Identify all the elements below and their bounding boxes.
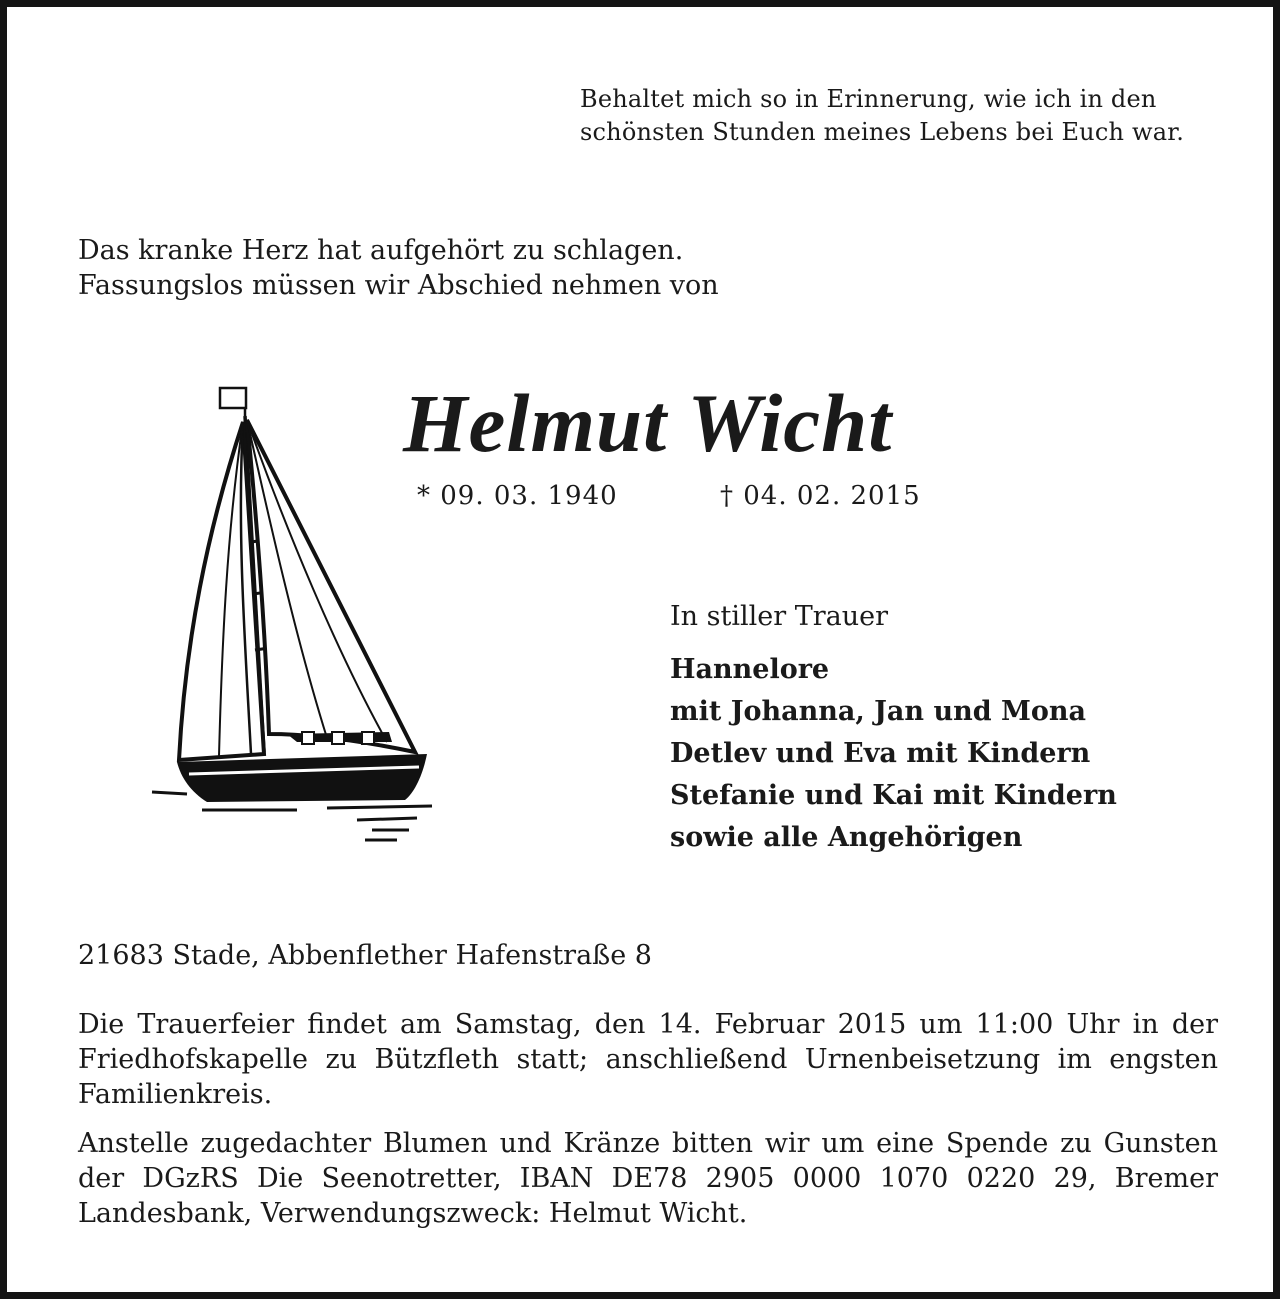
mourner-name: Stefanie und Kai mit Kindern (670, 780, 1117, 811)
hull (177, 754, 427, 802)
intro-line-2: Fassungslos müssen wir Abschied nehmen von (78, 270, 719, 301)
donation-info: Anstelle zugedachter Blumen und Kränze bitten wir um eine Spende zu Gunsten der DGzRS Die Seenotretter, IBAN DE78 2905 0000 1070 0220 29, Bremer Landesbank, Verwendungszweck: Helmut Wicht. (78, 1128, 1218, 1229)
jib-sail (247, 420, 415, 752)
ceremony-info: Die Trauerfeier findet am Samstag, den 14. Februar 2015 um 11:00 Uhr in der Friedhofskapelle zu Bützfleth statt; anschließend Urnenbeisetzung im engsten Familienkreis. (78, 1009, 1218, 1110)
sailboat-illustration (147, 382, 437, 852)
mourner-name: Hannelore (670, 654, 830, 685)
flag-icon (220, 388, 246, 416)
mourner-name: mit Johanna, Jan und Mona (670, 696, 1087, 727)
motto-line-1: Behaltet mich so in Erinnerung, wie ich in den (580, 85, 1157, 113)
birth-date: * 09. 03. 1940 (417, 481, 618, 511)
mourners-block (670, 599, 1230, 859)
mourner-names (670, 649, 1230, 859)
mourner-name: Detlev und Eva mit Kindern (670, 738, 1091, 769)
motto-quote (580, 83, 1230, 149)
death-date: † 04. 02. 2015 (720, 481, 921, 511)
motto-line-2: schönsten Stunden meines Lebens bei Euch war. (580, 118, 1185, 146)
mourning-lead: In stiller Trauer (670, 601, 889, 632)
mourner-name: sowie alle Angehörigen (670, 822, 1023, 853)
intro-text (78, 233, 878, 303)
life-dates (417, 479, 957, 513)
intro-line-1: Das kranke Herz hat aufgehört zu schlagen. (78, 235, 684, 266)
deceased-name: Helmut Wicht (403, 377, 893, 469)
address: 21683 Stade, Abbenflether Hafenstraße 8 (78, 940, 652, 971)
